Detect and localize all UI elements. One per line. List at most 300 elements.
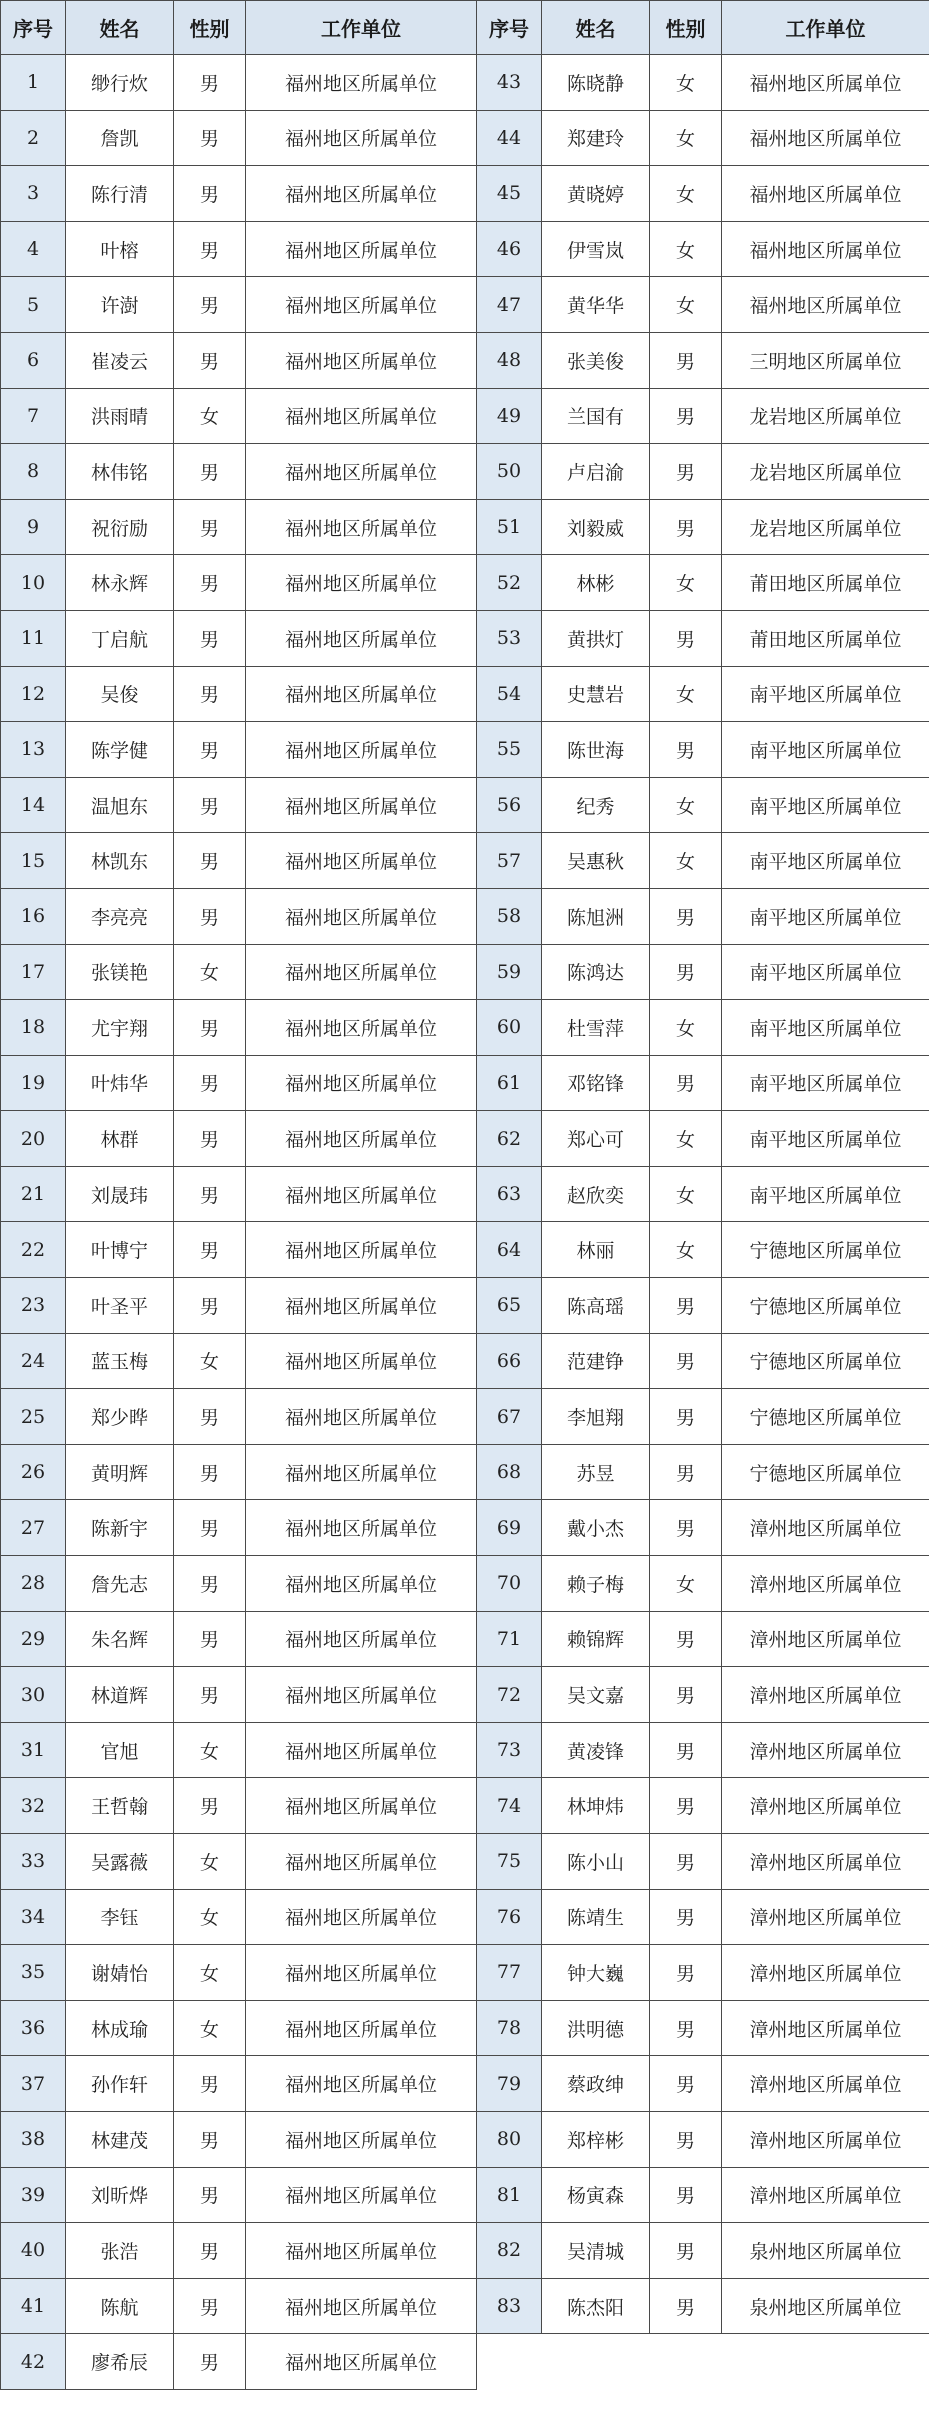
right-index-cell: 62 [477, 1111, 542, 1167]
left-gender-cell: 女 [174, 2000, 246, 2056]
left-gender-cell: 女 [174, 1945, 246, 2001]
table-row [1, 2000, 929, 2056]
right-unit-cell: 南平地区所属单位 [722, 1166, 929, 1222]
left-gender-cell: 男 [174, 1389, 246, 1445]
left-index-cell: 25 [1, 1389, 66, 1445]
right-name-cell: 苏昱 [542, 1444, 650, 1500]
left-gender-cell: 男 [174, 833, 246, 889]
table-row [1, 1222, 929, 1278]
right-index-cell: 81 [477, 2167, 542, 2223]
right-unit-cell: 南平地区所属单位 [722, 722, 929, 778]
right-gender-cell: 男 [650, 388, 722, 444]
left-unit-cell: 福州地区所属单位 [246, 1556, 477, 1612]
right-gender-cell: 男 [650, 888, 722, 944]
table-row [1, 2334, 929, 2390]
right-unit-cell: 漳州地区所属单位 [722, 1500, 929, 1556]
left-name-cell: 祝衍励 [66, 499, 174, 555]
left-unit-cell: 福州地区所属单位 [246, 110, 477, 166]
table-row [1, 610, 929, 666]
table-row [1, 444, 929, 500]
left-index-cell: 4 [1, 221, 66, 277]
left-index-cell: 39 [1, 2167, 66, 2223]
table-row [1, 1556, 929, 1612]
right-unit-cell: 龙岩地区所属单位 [722, 499, 929, 555]
right-unit-cell: 南平地区所属单位 [722, 1055, 929, 1111]
left-name-cell: 林成瑜 [66, 2000, 174, 2056]
left-index-cell: 24 [1, 1333, 66, 1389]
right-unit-cell: 宁德地区所属单位 [722, 1333, 929, 1389]
right-index-cell: 70 [477, 1556, 542, 1612]
table-row [1, 1000, 929, 1056]
right-index-cell: 72 [477, 1667, 542, 1723]
right-name-cell: 蔡政绅 [542, 2056, 650, 2112]
right-name-cell: 吴文嘉 [542, 1667, 650, 1723]
table-row [1, 2167, 929, 2223]
right-gender-cell: 女 [650, 55, 722, 111]
right-index-cell: 56 [477, 777, 542, 833]
right-name-cell: 郑建玲 [542, 110, 650, 166]
left-name-cell: 丁启航 [66, 610, 174, 666]
left-name-cell: 林永辉 [66, 555, 174, 611]
right-index-cell: 74 [477, 1778, 542, 1834]
left-index-cell: 30 [1, 1667, 66, 1723]
left-gender-cell: 男 [174, 166, 246, 222]
left-gender-cell: 男 [174, 221, 246, 277]
left-unit-cell: 福州地区所属单位 [246, 833, 477, 889]
left-index-cell: 11 [1, 610, 66, 666]
right-name-cell: 林彬 [542, 555, 650, 611]
left-name-cell: 刘晟玮 [66, 1166, 174, 1222]
table-row [1, 888, 929, 944]
right-index-cell: 55 [477, 722, 542, 778]
left-gender-cell: 男 [174, 2167, 246, 2223]
left-index-cell: 27 [1, 1500, 66, 1556]
left-gender-cell: 男 [174, 1166, 246, 1222]
left-gender-cell: 男 [174, 888, 246, 944]
left-unit-cell: 福州地区所属单位 [246, 1333, 477, 1389]
right-name-cell: 陈旭洲 [542, 888, 650, 944]
table-row [1, 2223, 929, 2279]
left-gender-cell: 男 [174, 1444, 246, 1500]
right-name-cell: 兰国有 [542, 388, 650, 444]
left-name-cell: 朱名辉 [66, 1611, 174, 1667]
right-name-cell: 陈杰阳 [542, 2278, 650, 2334]
left-gender-cell: 男 [174, 444, 246, 500]
left-gender-cell: 男 [174, 1556, 246, 1612]
right-gender-cell: 男 [650, 1333, 722, 1389]
right-unit-cell: 莆田地区所属单位 [722, 610, 929, 666]
right-gender-cell: 男 [650, 1834, 722, 1890]
right-unit-cell: 南平地区所属单位 [722, 944, 929, 1000]
right-unit-cell: 漳州地区所属单位 [722, 2056, 929, 2112]
table-row [1, 1834, 929, 1890]
right-unit-cell: 三明地区所属单位 [722, 332, 929, 388]
right-name-cell: 吴清城 [542, 2223, 650, 2279]
left-unit-cell: 福州地区所属单位 [246, 2056, 477, 2112]
right-name-cell: 张美俊 [542, 332, 650, 388]
table-row [1, 833, 929, 889]
left-gender-cell: 男 [174, 1222, 246, 1278]
right-unit-cell: 宁德地区所属单位 [722, 1444, 929, 1500]
left-index-cell: 32 [1, 1778, 66, 1834]
left-gender-cell: 男 [174, 722, 246, 778]
header-no-left: 序号 [1, 1, 66, 55]
right-gender-cell: 男 [650, 2278, 722, 2334]
right-name-cell: 赖锦辉 [542, 1611, 650, 1667]
right-gender-cell: 男 [650, 2111, 722, 2167]
left-gender-cell: 男 [174, 555, 246, 611]
right-index-cell: 76 [477, 1889, 542, 1945]
right-gender-cell: 女 [650, 666, 722, 722]
left-name-cell: 缈行炊 [66, 55, 174, 111]
right-gender-cell: 女 [650, 166, 722, 222]
left-name-cell: 王哲翰 [66, 1778, 174, 1834]
right-name-cell: 林丽 [542, 1222, 650, 1278]
right-name-cell: 李旭翔 [542, 1389, 650, 1445]
left-gender-cell: 男 [174, 499, 246, 555]
left-gender-cell: 男 [174, 2278, 246, 2334]
right-gender-cell: 男 [650, 2223, 722, 2279]
right-name-cell: 陈晓静 [542, 55, 650, 111]
left-unit-cell: 福州地区所属单位 [246, 388, 477, 444]
header-gender-left: 性别 [174, 1, 246, 55]
left-name-cell: 叶榕 [66, 221, 174, 277]
right-gender-cell: 男 [650, 1778, 722, 1834]
left-name-cell: 陈新宇 [66, 1500, 174, 1556]
right-gender-cell: 男 [650, 1389, 722, 1445]
right-unit-cell: 南平地区所属单位 [722, 666, 929, 722]
table-row [1, 1111, 929, 1167]
right-index-cell: 83 [477, 2278, 542, 2334]
left-name-cell: 蓝玉梅 [66, 1333, 174, 1389]
right-index-cell: 44 [477, 110, 542, 166]
left-name-cell: 廖希辰 [66, 2334, 174, 2390]
right-index-cell: 69 [477, 1500, 542, 1556]
left-gender-cell: 男 [174, 1000, 246, 1056]
right-gender-cell: 男 [650, 2000, 722, 2056]
left-unit-cell: 福州地区所属单位 [246, 888, 477, 944]
left-name-cell: 郑少晔 [66, 1389, 174, 1445]
left-unit-cell: 福州地区所属单位 [246, 1500, 477, 1556]
right-name-cell: 邓铭锋 [542, 1055, 650, 1111]
left-gender-cell: 男 [174, 2334, 246, 2390]
right-unit-cell: 宁德地区所属单位 [722, 1389, 929, 1445]
right-unit-cell: 宁德地区所属单位 [722, 1222, 929, 1278]
right-index-cell: 73 [477, 1722, 542, 1778]
table-row [1, 666, 929, 722]
right-index-cell: 63 [477, 1166, 542, 1222]
right-name-cell: 赖子梅 [542, 1556, 650, 1612]
right-name-cell: 郑梓彬 [542, 2111, 650, 2167]
right-unit-cell: 泉州地区所属单位 [722, 2223, 929, 2279]
right-unit-cell: 漳州地区所属单位 [722, 2111, 929, 2167]
left-name-cell: 张镁艳 [66, 944, 174, 1000]
table-row [1, 332, 929, 388]
left-unit-cell: 福州地区所属单位 [246, 499, 477, 555]
right-gender-cell: 男 [650, 1722, 722, 1778]
right-unit-cell: 漳州地区所属单位 [722, 1722, 929, 1778]
left-name-cell: 詹先志 [66, 1556, 174, 1612]
left-gender-cell: 男 [174, 2111, 246, 2167]
right-unit-cell: 莆田地区所属单位 [722, 555, 929, 611]
left-index-cell: 31 [1, 1722, 66, 1778]
left-gender-cell: 男 [174, 1778, 246, 1834]
left-gender-cell: 男 [174, 1055, 246, 1111]
left-index-cell: 36 [1, 2000, 66, 2056]
empty-cell [650, 2334, 722, 2390]
right-index-cell: 82 [477, 2223, 542, 2279]
table-row [1, 166, 929, 222]
right-unit-cell: 漳州地区所属单位 [722, 1945, 929, 2001]
right-index-cell: 60 [477, 1000, 542, 1056]
left-name-cell: 李钰 [66, 1889, 174, 1945]
left-index-cell: 19 [1, 1055, 66, 1111]
right-unit-cell: 漳州地区所属单位 [722, 1611, 929, 1667]
table-row [1, 722, 929, 778]
left-unit-cell: 福州地区所属单位 [246, 1834, 477, 1890]
right-index-cell: 47 [477, 277, 542, 333]
left-unit-cell: 福州地区所属单位 [246, 1611, 477, 1667]
right-gender-cell: 男 [650, 444, 722, 500]
left-unit-cell: 福州地区所属单位 [246, 2111, 477, 2167]
left-name-cell: 崔凌云 [66, 332, 174, 388]
right-gender-cell: 女 [650, 833, 722, 889]
right-unit-cell: 南平地区所属单位 [722, 1111, 929, 1167]
right-index-cell: 49 [477, 388, 542, 444]
right-unit-cell: 漳州地区所属单位 [722, 1667, 929, 1723]
left-index-cell: 15 [1, 833, 66, 889]
left-name-cell: 黄明辉 [66, 1444, 174, 1500]
right-gender-cell: 男 [650, 1444, 722, 1500]
right-index-cell: 66 [477, 1333, 542, 1389]
right-name-cell: 陈靖生 [542, 1889, 650, 1945]
right-gender-cell: 男 [650, 722, 722, 778]
left-unit-cell: 福州地区所属单位 [246, 1945, 477, 2001]
left-index-cell: 3 [1, 166, 66, 222]
right-unit-cell: 漳州地区所属单位 [722, 1889, 929, 1945]
right-unit-cell: 漳州地区所属单位 [722, 1778, 929, 1834]
left-name-cell: 林道辉 [66, 1667, 174, 1723]
roster-body [1, 55, 929, 2390]
right-unit-cell: 漳州地区所属单位 [722, 1556, 929, 1612]
left-gender-cell: 男 [174, 1500, 246, 1556]
left-gender-cell: 男 [174, 55, 246, 111]
right-gender-cell: 男 [650, 332, 722, 388]
right-gender-cell: 男 [650, 1500, 722, 1556]
left-index-cell: 9 [1, 499, 66, 555]
empty-cell [722, 2334, 929, 2390]
right-gender-cell: 男 [650, 1667, 722, 1723]
left-index-cell: 8 [1, 444, 66, 500]
left-unit-cell: 福州地区所属单位 [246, 722, 477, 778]
right-index-cell: 45 [477, 166, 542, 222]
left-name-cell: 洪雨晴 [66, 388, 174, 444]
right-index-cell: 79 [477, 2056, 542, 2112]
table-row [1, 1333, 929, 1389]
left-index-cell: 13 [1, 722, 66, 778]
table-row [1, 1722, 929, 1778]
right-gender-cell: 女 [650, 1111, 722, 1167]
left-name-cell: 刘昕烨 [66, 2167, 174, 2223]
left-name-cell: 温旭东 [66, 777, 174, 833]
table-row [1, 499, 929, 555]
table-row [1, 1166, 929, 1222]
left-name-cell: 尤宇翔 [66, 1000, 174, 1056]
left-unit-cell: 福州地区所属单位 [246, 1111, 477, 1167]
header-gender-right: 性别 [650, 1, 722, 55]
right-unit-cell: 福州地区所属单位 [722, 221, 929, 277]
table-row [1, 2056, 929, 2112]
left-unit-cell: 福州地区所属单位 [246, 221, 477, 277]
right-index-cell: 65 [477, 1278, 542, 1334]
left-name-cell: 官旭 [66, 1722, 174, 1778]
table-row [1, 1500, 929, 1556]
left-unit-cell: 福州地区所属单位 [246, 1444, 477, 1500]
left-unit-cell: 福州地区所属单位 [246, 2334, 477, 2390]
table-row [1, 2111, 929, 2167]
table-row [1, 110, 929, 166]
right-name-cell: 黄拱灯 [542, 610, 650, 666]
left-index-cell: 23 [1, 1278, 66, 1334]
right-index-cell: 43 [477, 55, 542, 111]
left-name-cell: 詹凯 [66, 110, 174, 166]
right-index-cell: 64 [477, 1222, 542, 1278]
right-index-cell: 48 [477, 332, 542, 388]
left-unit-cell: 福州地区所属单位 [246, 277, 477, 333]
left-unit-cell: 福州地区所属单位 [246, 1166, 477, 1222]
left-unit-cell: 福州地区所属单位 [246, 1889, 477, 1945]
left-gender-cell: 女 [174, 944, 246, 1000]
empty-cell [477, 2334, 542, 2390]
right-unit-cell: 南平地区所属单位 [722, 833, 929, 889]
right-gender-cell: 女 [650, 221, 722, 277]
left-name-cell: 林凯东 [66, 833, 174, 889]
table-row [1, 1444, 929, 1500]
right-unit-cell: 漳州地区所属单位 [722, 2167, 929, 2223]
left-index-cell: 12 [1, 666, 66, 722]
right-index-cell: 50 [477, 444, 542, 500]
left-index-cell: 5 [1, 277, 66, 333]
right-gender-cell: 男 [650, 610, 722, 666]
right-index-cell: 71 [477, 1611, 542, 1667]
left-unit-cell: 福州地区所属单位 [246, 944, 477, 1000]
left-name-cell: 张浩 [66, 2223, 174, 2279]
left-gender-cell: 男 [174, 610, 246, 666]
right-index-cell: 51 [477, 499, 542, 555]
left-unit-cell: 福州地区所属单位 [246, 1278, 477, 1334]
right-gender-cell: 女 [650, 1000, 722, 1056]
right-unit-cell: 龙岩地区所属单位 [722, 388, 929, 444]
right-index-cell: 57 [477, 833, 542, 889]
left-index-cell: 41 [1, 2278, 66, 2334]
left-unit-cell: 福州地区所属单位 [246, 2223, 477, 2279]
table-row [1, 55, 929, 111]
right-gender-cell: 男 [650, 1945, 722, 2001]
right-name-cell: 戴小杰 [542, 1500, 650, 1556]
right-gender-cell: 女 [650, 1556, 722, 1612]
left-name-cell: 吴俊 [66, 666, 174, 722]
left-gender-cell: 男 [174, 277, 246, 333]
left-gender-cell: 男 [174, 1667, 246, 1723]
right-name-cell: 卢启渝 [542, 444, 650, 500]
left-gender-cell: 男 [174, 1278, 246, 1334]
left-index-cell: 26 [1, 1444, 66, 1500]
right-index-cell: 53 [477, 610, 542, 666]
right-gender-cell: 男 [650, 944, 722, 1000]
right-name-cell: 黄晓婷 [542, 166, 650, 222]
table-row [1, 2278, 929, 2334]
right-name-cell: 纪秀 [542, 777, 650, 833]
left-index-cell: 38 [1, 2111, 66, 2167]
table-row [1, 944, 929, 1000]
right-gender-cell: 男 [650, 1889, 722, 1945]
right-index-cell: 58 [477, 888, 542, 944]
left-index-cell: 16 [1, 888, 66, 944]
left-name-cell: 林伟铭 [66, 444, 174, 500]
right-index-cell: 61 [477, 1055, 542, 1111]
left-unit-cell: 福州地区所属单位 [246, 55, 477, 111]
left-gender-cell: 男 [174, 110, 246, 166]
right-name-cell: 刘毅威 [542, 499, 650, 555]
left-gender-cell: 男 [174, 2223, 246, 2279]
left-unit-cell: 福州地区所属单位 [246, 2278, 477, 2334]
left-gender-cell: 男 [174, 777, 246, 833]
left-unit-cell: 福州地区所属单位 [246, 1778, 477, 1834]
table-row [1, 1611, 929, 1667]
right-name-cell: 范建铮 [542, 1333, 650, 1389]
right-unit-cell: 泉州地区所属单位 [722, 2278, 929, 2334]
left-gender-cell: 女 [174, 388, 246, 444]
left-gender-cell: 女 [174, 1722, 246, 1778]
left-index-cell: 20 [1, 1111, 66, 1167]
left-gender-cell: 女 [174, 1834, 246, 1890]
right-gender-cell: 女 [650, 1166, 722, 1222]
right-unit-cell: 福州地区所属单位 [722, 110, 929, 166]
left-unit-cell: 福州地区所属单位 [246, 1667, 477, 1723]
left-index-cell: 22 [1, 1222, 66, 1278]
right-unit-cell: 南平地区所属单位 [722, 888, 929, 944]
left-gender-cell: 男 [174, 666, 246, 722]
right-unit-cell: 漳州地区所属单位 [722, 2000, 929, 2056]
right-name-cell: 吴惠秋 [542, 833, 650, 889]
left-gender-cell: 男 [174, 1611, 246, 1667]
left-gender-cell: 男 [174, 1111, 246, 1167]
right-name-cell: 陈鸿达 [542, 944, 650, 1000]
table-row [1, 1278, 929, 1334]
right-name-cell: 陈高瑶 [542, 1278, 650, 1334]
left-name-cell: 谢婧怡 [66, 1945, 174, 2001]
left-unit-cell: 福州地区所属单位 [246, 332, 477, 388]
right-gender-cell: 女 [650, 110, 722, 166]
right-name-cell: 杨寅森 [542, 2167, 650, 2223]
left-unit-cell: 福州地区所属单位 [246, 166, 477, 222]
right-index-cell: 75 [477, 1834, 542, 1890]
left-index-cell: 29 [1, 1611, 66, 1667]
right-gender-cell: 女 [650, 1222, 722, 1278]
left-index-cell: 1 [1, 55, 66, 111]
left-unit-cell: 福州地区所属单位 [246, 777, 477, 833]
right-name-cell: 杜雪萍 [542, 1000, 650, 1056]
left-gender-cell: 男 [174, 2056, 246, 2112]
left-gender-cell: 女 [174, 1889, 246, 1945]
left-unit-cell: 福州地区所属单位 [246, 1222, 477, 1278]
left-index-cell: 35 [1, 1945, 66, 2001]
right-index-cell: 52 [477, 555, 542, 611]
left-unit-cell: 福州地区所属单位 [246, 2167, 477, 2223]
right-index-cell: 78 [477, 2000, 542, 2056]
right-unit-cell: 漳州地区所属单位 [722, 1834, 929, 1890]
left-index-cell: 28 [1, 1556, 66, 1612]
